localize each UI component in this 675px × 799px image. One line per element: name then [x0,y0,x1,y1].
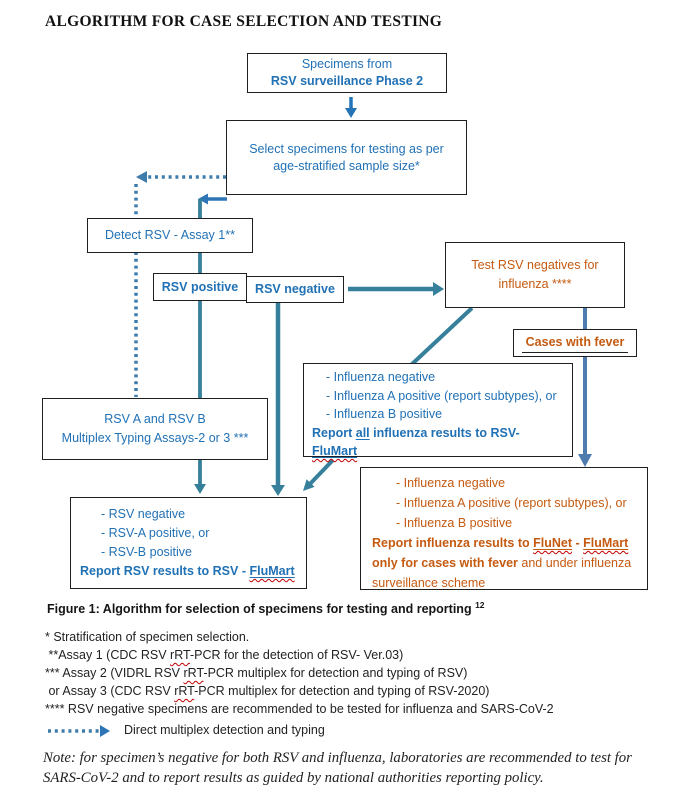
flunet-report-bold-tail: only for cases with fever [372,556,518,570]
footnote-3 [45,666,554,684]
rsv-positive-label: RSV positive [161,279,239,294]
flu-rsv-report-middle: influenza results to RSV- [369,425,520,440]
rsv-positive-box [153,273,247,301]
rsv-results-bullet-2: - RSV-A positive, or [101,526,210,540]
footnotes [45,630,554,720]
line-test-to-flu-results [410,308,472,366]
select-specimens-box [226,120,467,195]
page-title: ALGORITHM FOR CASE SELECTION AND TESTING [45,13,443,30]
flunet-flumart-link: FluMart [583,536,629,550]
specimens-line2: RSV surveillance Phase 2 [270,74,424,88]
detect-rsv-box [87,218,253,253]
rsv-results-flumart-link: FluMart [249,564,295,578]
specimens-box [247,53,447,93]
multiplex-typing-box [42,398,268,460]
rsv-results-box [70,497,307,589]
footnote-2-rrt: rRT [170,648,190,662]
flu-rsv-bullet-2: - Influenza A positive (report subtypes), or [326,388,557,403]
rsv-negative-box [246,276,344,303]
flu-rsv-report-all: all [355,425,370,440]
legend-label: Direct multiplex detection and typing [124,723,325,737]
cases-with-fever-box [513,329,637,357]
rsv-results-bullet-3: - RSV-B positive [101,545,193,559]
arrow-test-to-flunet-head [578,454,592,467]
footnote-4-post: -PCR multiplex for detection and typing of RSV-2020) [194,684,490,698]
flunet-bullet-1: - Influenza negative [396,476,506,490]
note-text: Note: for specimen’s negative for both RSV and influenza, laboratories are recommended to test for SARS-CoV-2 and to report results as guided by national authorities reporting policy. [43,750,632,786]
flu-rsv-report-prefix: Report [312,425,356,440]
multiplex-line2: Multiplex Typing Assays-2 or 3 *** [61,431,249,445]
specimens-line1: Specimens from [301,57,393,71]
rsv-results-report-prefix: Report RSV results to RSV - [80,564,250,578]
flunet-bullet-2: - Influenza A positive (report subtypes), or [396,496,627,510]
test-influenza-line2: influenza **** [498,277,572,291]
cases-with-fever-label: Cases with fever [522,334,629,353]
flu-rsv-flumart-link: FluMart [312,444,358,458]
footnote-2 [45,648,554,666]
multiplex-line1: RSV A and RSV B [104,412,206,426]
legend-dotted-arrowhead [100,725,110,737]
flu-rsv-report-line [304,424,572,443]
flu-rsv-report-line2 [304,442,572,461]
flunet-link: FluNet [533,536,573,550]
flunet-bullet-3: - Influenza B positive [396,516,513,530]
footnote-2-post: -PCR for the detection of RSV- Ver.03) [189,648,404,662]
footnote-2-pre: **Assay 1 (CDC RSV [45,648,171,662]
test-influenza-box [445,242,625,308]
flunet-report-line2 [361,553,647,573]
select-line1: Select specimens for testing as per [249,141,444,156]
footnote-3-pre: *** Assay 2 (VIDRL RSV [45,666,184,680]
detect-rsv-label: Detect RSV - Assay 1** [105,228,235,242]
footnote-3-rrt: rRT [183,666,204,680]
footnote-3-post: -PCR multiplex for detection and typing of RSV) [203,666,468,680]
figure-caption-text: Figure 1: Algorithm for selection of specimens for testing and reporting [47,602,476,617]
footnote-4-rrt: rRT [174,684,195,698]
rsv-results-report-line [71,562,306,581]
arrow-specimens-to-select-head [345,108,357,118]
select-line2: age-stratified sample size* [273,158,420,173]
rsv-results-bullet-1: - RSV negative [101,507,186,521]
flunet-report-line3: surveillance scheme [372,576,486,590]
influenza-results-flunet-box [360,467,648,590]
flunet-report-line1 [361,533,647,553]
arrow-multiplex-to-report-head [194,484,206,494]
footnote-4-pre: or Assay 3 (CDC RSV [45,684,175,698]
footnote-4 [45,684,554,702]
arrow-negative-to-report-head [271,485,285,496]
flunet-report-prefix: Report influenza results to [372,536,534,550]
flu-rsv-bullet-1: - Influenza negative [326,370,436,384]
arrow-flu-results-to-report-shaft [308,460,333,486]
figure-caption-superscript: 12 [475,600,485,610]
figure-caption [47,600,485,616]
rsv-negative-label: RSV negative [255,282,335,296]
flunet-report-regular-tail: and under influenza [517,556,632,570]
footnote-1: * Stratification of specimen selection. [45,630,250,644]
dotted-direct-multiplex-arrowhead [136,171,147,183]
flu-rsv-bullet-3: - Influenza B positive [326,407,443,421]
flunet-report-sep: - [572,536,584,550]
influenza-results-rsv-box [303,363,573,457]
test-influenza-line1: Test RSV negatives for [471,258,599,272]
footnote-5: **** RSV negative specimens are recommended to be tested for influenza and SARS-CoV-2 [45,702,554,716]
arrow-negative-to-test-head [433,282,444,296]
